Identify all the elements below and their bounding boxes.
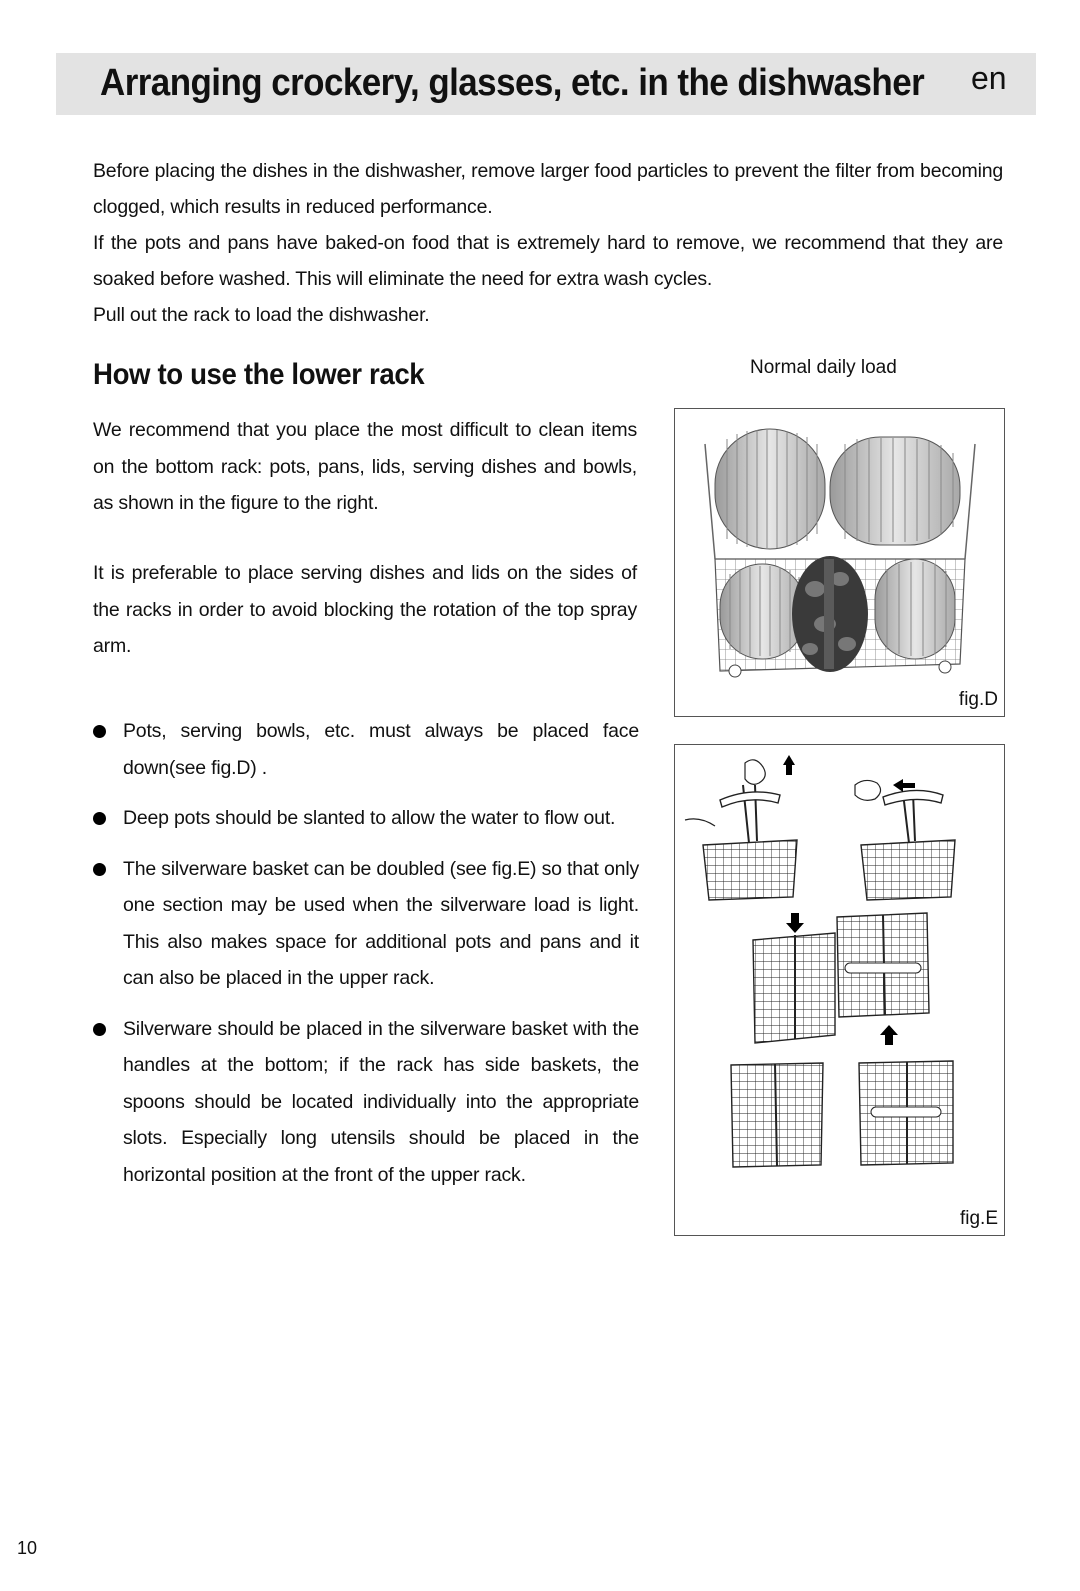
intro-paragraph: If the pots and pans have baked-on food that is extremely hard to remove, we recommend that they are soaked before washed. This will eliminate the need for extra wash cycles.: [93, 232, 1003, 290]
plates-back-right: [830, 437, 960, 545]
basket-lift-illustration: [685, 755, 797, 900]
list-item: [93, 851, 639, 997]
list-item: [93, 713, 639, 786]
bullet-list: [93, 713, 639, 1207]
silverware-basket-illustration: [675, 745, 1004, 1235]
plates-front-right: [875, 559, 955, 659]
list-item: [93, 1011, 639, 1194]
lower-rack-illustration: [675, 409, 1004, 716]
section-paragraph: [93, 412, 637, 522]
list-item-text: Silverware should be placed in the silverware basket with the handles at the bottom; if the rack has side baskets, the spoons should be located individually into the appropriate slots. Especially long utensils should be placed in the horizontal position at the front of the upper rack.: [123, 1017, 639, 1186]
figure-e-label: fig.E: [959, 1208, 998, 1229]
page-number: 10: [17, 1538, 38, 1558]
intro-text: [93, 153, 1003, 333]
bullet-icon: [93, 812, 106, 825]
section-paragraph: [93, 555, 637, 665]
list-item-text: Pots, serving bowls, etc. must always be placed face down(see fig.D) .: [123, 720, 639, 779]
figure-e: [674, 744, 1005, 1236]
basket-slide-illustration: [855, 779, 955, 900]
bowls-center: [792, 556, 868, 672]
bullet-icon: [93, 1023, 106, 1036]
section-paragraph-text: It is preferable to place serving dishes and lids on the sides of the racks in order to avoid blocking the rotation of the top spray arm.: [93, 562, 637, 657]
separated-baskets-illustration: [731, 1061, 953, 1167]
basket-split-illustration: [753, 913, 929, 1045]
list-item-text: Deep pots should be slanted to allow the water to flow out.: [123, 807, 616, 829]
figure-d-label: fig.D: [958, 689, 998, 710]
section-heading: How to use the lower rack: [93, 358, 425, 391]
intro-paragraph: Pull out the rack to load the dishwasher.: [93, 304, 430, 326]
plates-back-left: [715, 429, 825, 549]
bullet-icon: [93, 725, 106, 738]
intro-paragraph: Before placing the dishes in the dishwasher, remove larger food particles to prevent the filter from becoming clogged, which results in reduced performance.: [93, 160, 1003, 218]
section-paragraph-text: We recommend that you place the most difficult to clean items on the bottom rack: pots, pans, lids, serving dishes and bowls, as shown in the figure to the right.: [93, 419, 637, 514]
language-tag: en: [971, 60, 1007, 96]
bullet-icon: [93, 863, 106, 876]
list-item: [93, 800, 639, 837]
page-title: Arranging crockery, glasses, etc. in the dishwasher: [100, 62, 925, 104]
list-item-text: The silverware basket can be doubled (see fig.E) so that only one section may be used when the silverware load is light. This also makes space for additional pots and pans and it can also be placed in the upper rack.: [123, 857, 639, 989]
figure-d-title: Normal daily load: [750, 357, 897, 378]
figure-d: [674, 408, 1005, 717]
